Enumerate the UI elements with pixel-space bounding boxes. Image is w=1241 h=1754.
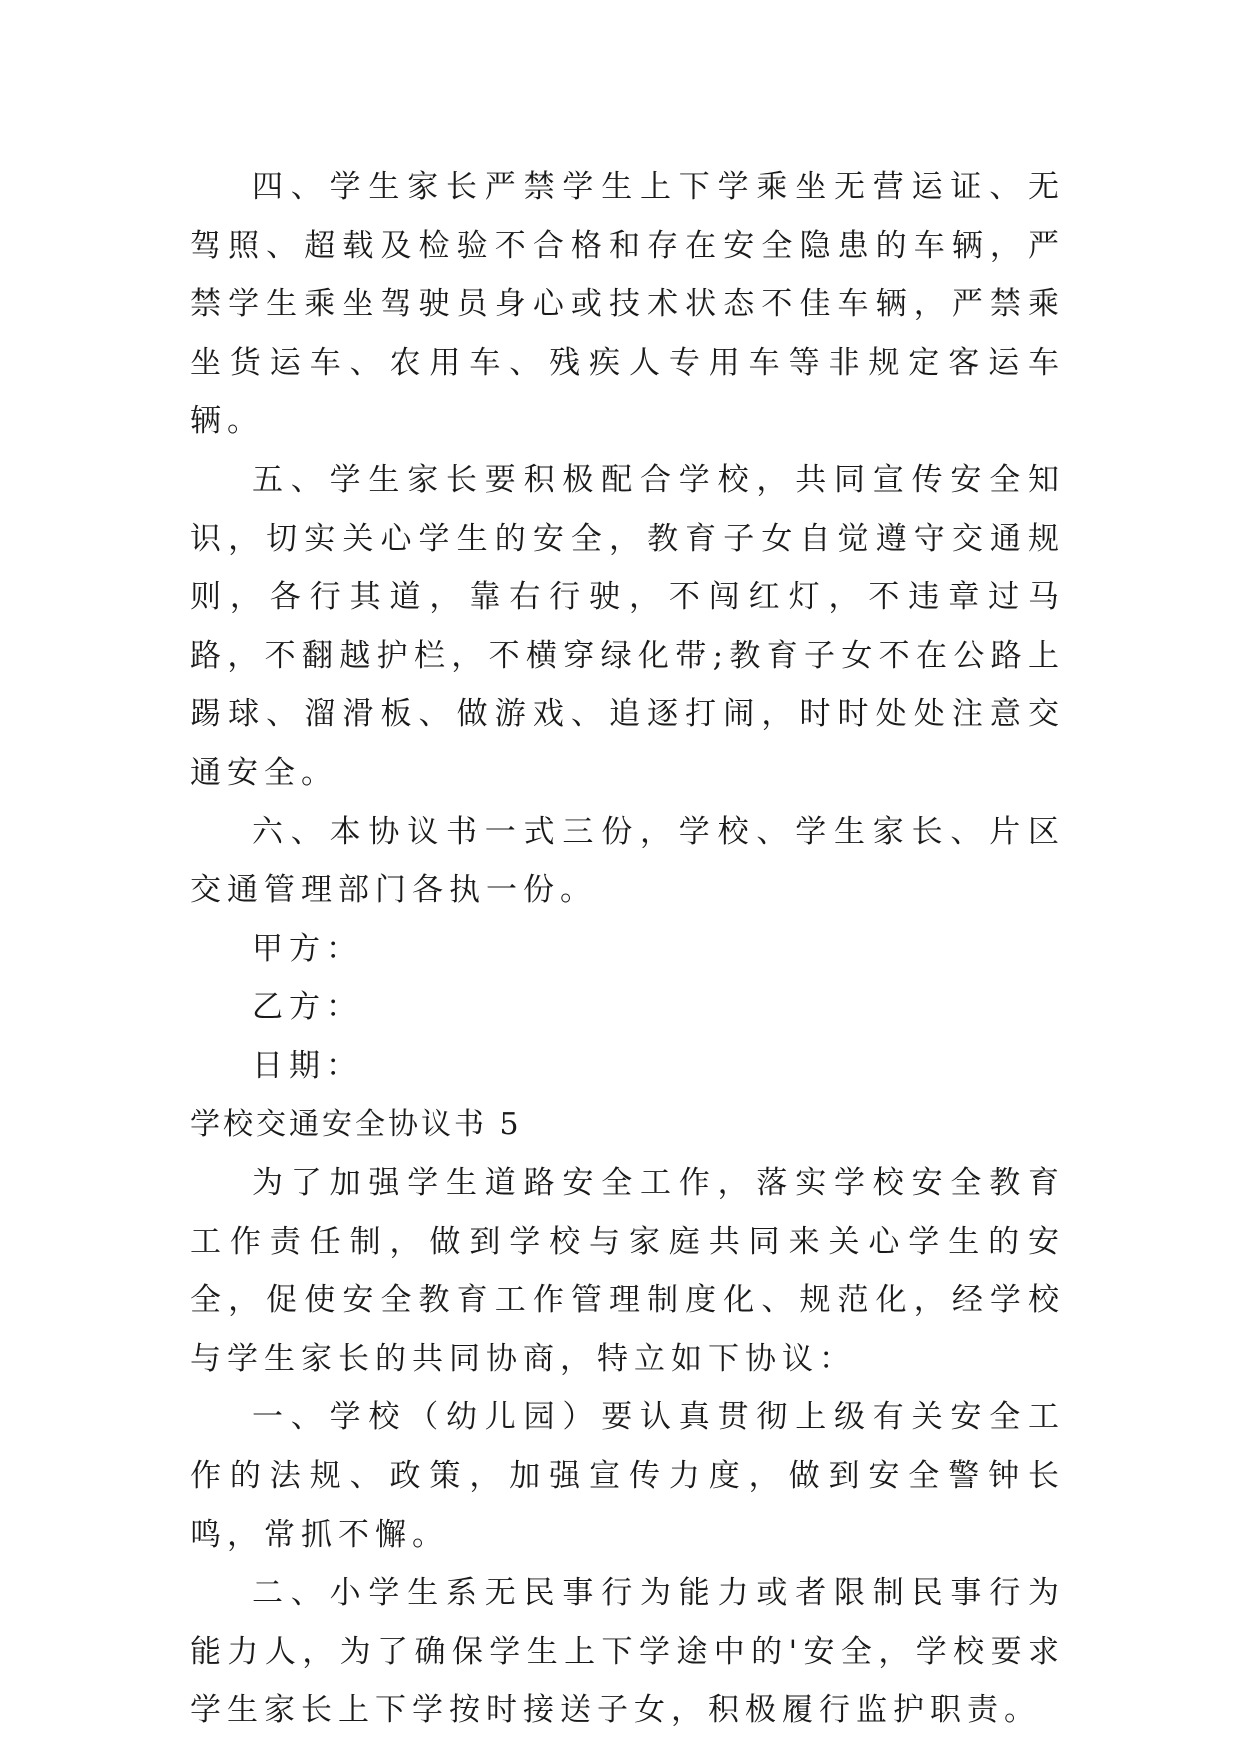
clause-six: 六、本协议书一式三份，学校、学生家长、片区交通管理部门各执一份。 [190, 813, 1065, 909]
document-body [190, 158, 1065, 1740]
clause-one: 一、学校（幼儿园）要认真贯彻上级有关安全工作的法规、政策，加强宣传力度，做到安全警钟长鸣，常抓不懈。 [190, 1399, 1065, 1553]
clause-two: 二、小学生系无民事行为能力或者限制民事行为能力人，为了确保学生上下学途中的'安全，学校要求学生家长上下学按时接送子女，积极履行监护职责。 [190, 1575, 1065, 1729]
clause-five: 五、学生家长要积极配合学校，共同宣传安全知识，切实关心学生的安全，教育子女自觉遵守交通规则，各行其道，靠右行驶，不闯红灯，不违章过马路，不翻越护栏，不横穿绿化带;教育子女不在公路上踢球、溜滑板、做游戏、追逐打闹，时时处处注意交通安全。 [190, 461, 1065, 791]
date-label: 日期： [252, 1047, 363, 1084]
section-title: 学校交通安全协议书 5 [190, 1106, 522, 1142]
party-b-label: 乙方： [252, 989, 363, 1026]
clause-four: 四、学生家长严禁学生上下学乘坐无营运证、无驾照、超载及检验不合格和存在安全隐患的车辆，严禁学生乘坐驾驶员身心或技术状态不佳车辆，严禁乘坐货运车、农用车、残疾人专用车等非规定客运车辆。 [190, 169, 1065, 440]
intro-paragraph: 为了加强学生道路安全工作，落实学校安全教育工作责任制，做到学校与家庭共同来关心学生的安全，促使安全教育工作管理制度化、规范化，经学校与学生家长的共同协商，特立如下协议： [190, 1165, 1065, 1377]
party-a-label: 甲方： [252, 930, 363, 967]
